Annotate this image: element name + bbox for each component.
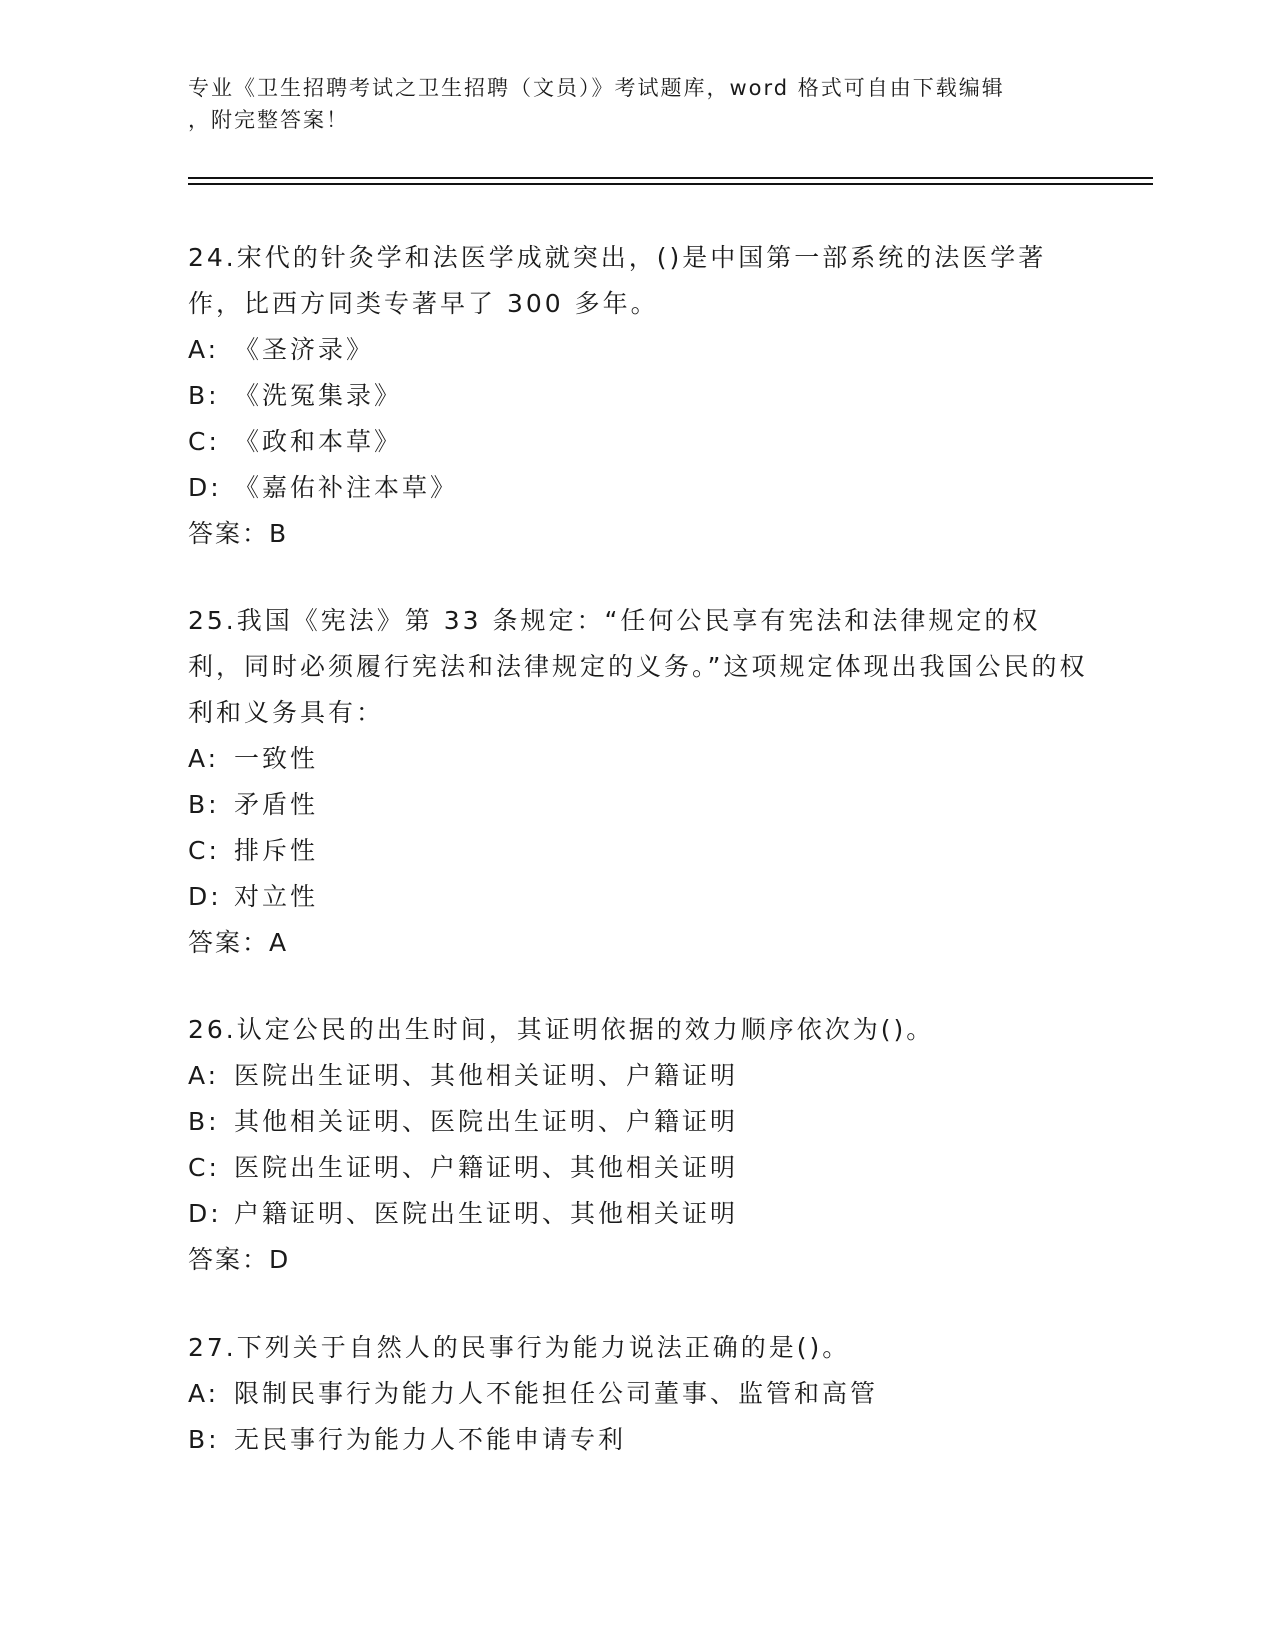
answer-line: 答案：A — [188, 928, 289, 957]
option-d: D: 对立性 — [188, 882, 319, 911]
option-d: D: 户籍证明、医院出生证明、其他相关证明 — [188, 1199, 739, 1228]
question-27 — [188, 1325, 1088, 1463]
question-stem: 25.我国《宪法》第 33 条规定：“任何公民享有宪法和法律规定的权利，同时必须履行宪法和法律规定的义务。”这项规定体现出我国公民的权利和义务具有： — [188, 606, 1088, 727]
question-stem: 26.认定公民的出生时间，其证明依据的效力顺序依次为()。 — [188, 1015, 935, 1044]
header-divider-top — [188, 177, 1153, 179]
option-b: B: 矛盾性 — [188, 790, 319, 819]
option-c: C: 《政和本草》 — [188, 427, 403, 456]
option-a: A: 医院出生证明、其他相关证明、户籍证明 — [188, 1061, 739, 1090]
question-24 — [188, 235, 1088, 557]
option-c: C: 排斥性 — [188, 836, 319, 865]
header-divider-bottom — [188, 183, 1153, 185]
question-stem: 24.宋代的针灸学和法医学成就突出，()是中国第一部系统的法医学著作，比西方同类专著早了 300 多年。 — [188, 243, 1047, 318]
question-stem: 27.下列关于自然人的民事行为能力说法正确的是()。 — [188, 1333, 851, 1362]
header-line-1: 专业《卫生招聘考试之卫生招聘（文员）》考试题库，word 格式可自由下载编辑 — [188, 76, 1005, 100]
question-26 — [188, 1007, 1088, 1283]
option-b: B: 《洗冤集录》 — [188, 381, 403, 410]
option-a: A: 一致性 — [188, 744, 319, 773]
option-d: D: 《嘉佑补注本草》 — [188, 473, 459, 502]
answer-line: 答案：B — [188, 519, 289, 548]
option-a: A: 限制民事行为能力人不能担任公司董事、监管和高管 — [188, 1379, 879, 1408]
option-b: B: 其他相关证明、医院出生证明、户籍证明 — [188, 1107, 739, 1136]
option-b: B: 无民事行为能力人不能申请专利 — [188, 1425, 627, 1454]
option-a: A: 《圣济录》 — [188, 335, 375, 364]
question-25 — [188, 598, 1088, 966]
option-c: C: 医院出生证明、户籍证明、其他相关证明 — [188, 1153, 739, 1182]
header-line-2: ，附完整答案！ — [188, 108, 349, 132]
document-header — [188, 72, 1078, 136]
answer-line: 答案：D — [188, 1245, 291, 1274]
